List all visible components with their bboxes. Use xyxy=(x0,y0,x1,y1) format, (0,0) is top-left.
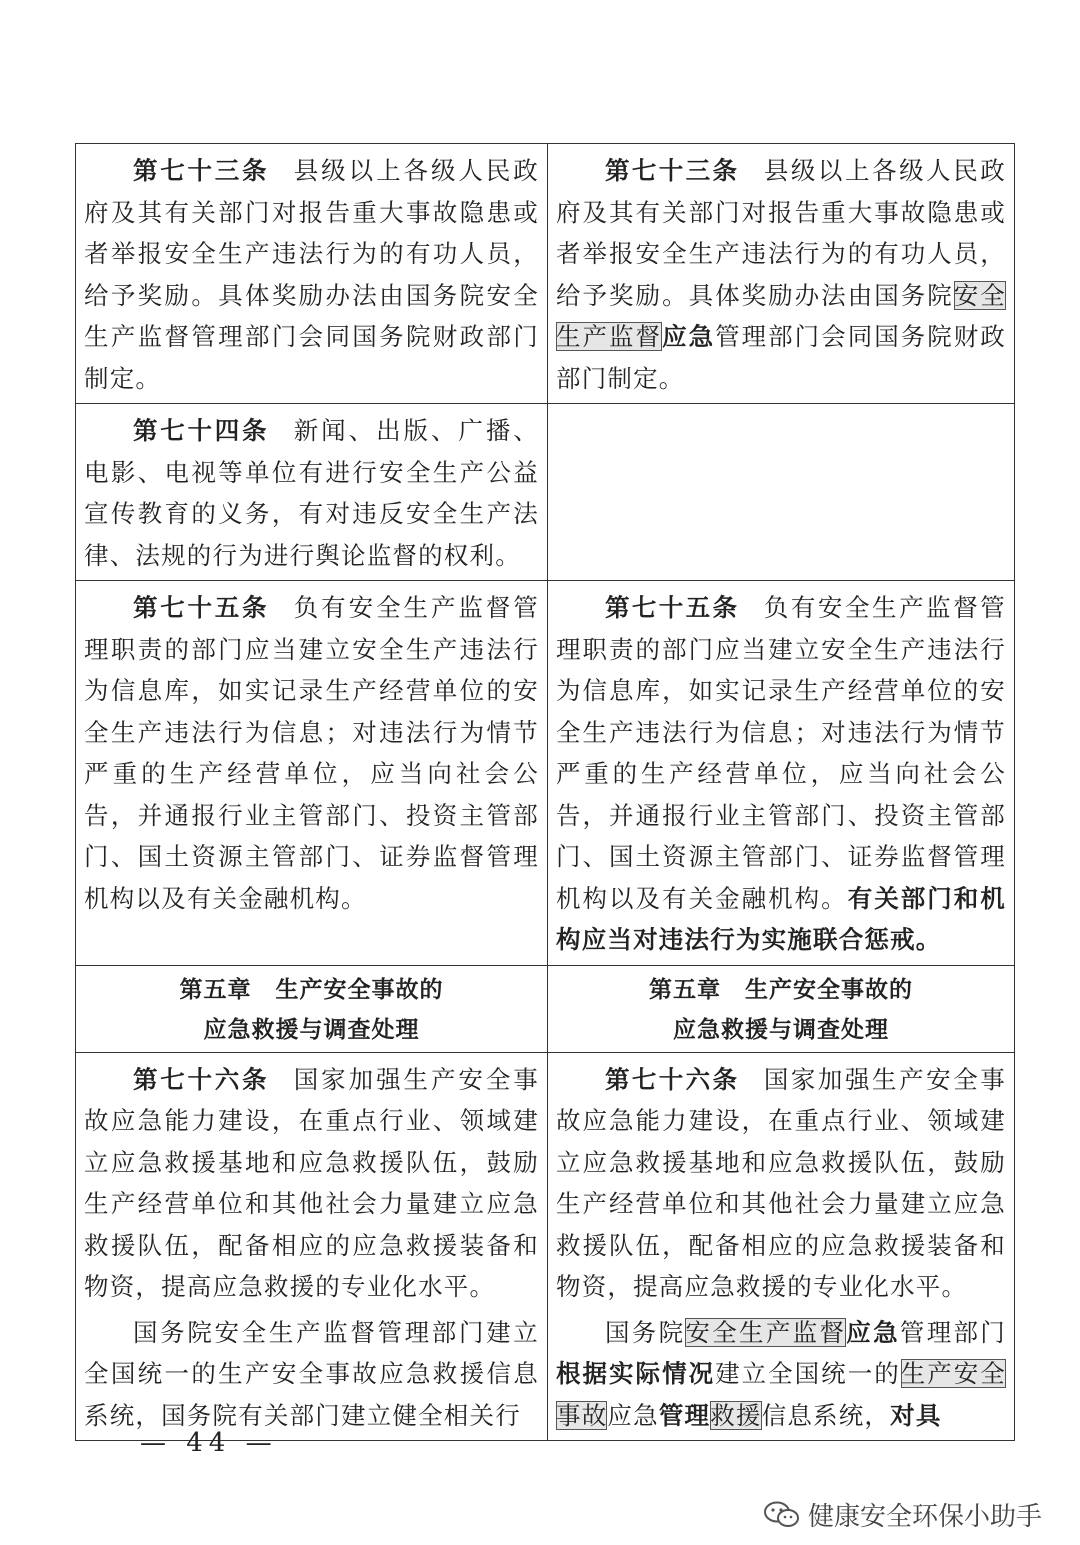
body-text: 县级以上各级人民政府及其有关部门对报告重大事故隐患或者举报安全生产违法行为的有功人员，给予奖励。具体奖励办法由国务院安全生产监督管理部门会同国务院财政部门制定。 xyxy=(84,156,539,393)
left-cell xyxy=(76,581,548,966)
added-text: 有关部门和机构应当对违法行为实施联合惩戒。 xyxy=(556,883,1006,954)
article-number: 第七十五条 xyxy=(605,593,740,622)
chapter-line1: 第五章 生产安全事故的 xyxy=(179,976,444,1003)
body-text: 负有安全生产监督管理职责的部门应当建立安全生产违法行为信息库，如实记录生产经营单位的安全生产违法行为信息；对违法行为情节严重的生产经营单位，应当向社会公告，并通报行业主管部门、投资主管部门、国土资源主管部门、证券监督管理机构以及有关金融机构。 xyxy=(556,593,1006,913)
article-paragraph xyxy=(84,150,539,399)
chapter-heading-left xyxy=(76,965,548,1052)
wechat-icon xyxy=(762,1500,802,1530)
deleted-text: 救援 xyxy=(710,1400,762,1430)
body-text: 负有安全生产监督管理职责的部门应当建立安全生产违法行为信息库，如实记录生产经营单位的安全生产违法行为信息；对违法行为情节严重的生产经营单位，应当向社会公告，并通报行业主管部门、投资主管部门、国土资源主管部门、证券监督管理机构以及有关金融机构。 xyxy=(84,593,539,913)
body-text: 新闻、出版、广播、电影、电视等单位有进行安全生产公益宣传教育的义务，有对违反安全生产法律、法规的行为进行舆论监督的权利。 xyxy=(84,416,539,570)
table-row xyxy=(76,1052,1015,1441)
left-cell xyxy=(76,404,548,581)
article-paragraph xyxy=(84,1059,539,1308)
table-row xyxy=(76,404,1015,581)
body-text: 建立全国统一的 xyxy=(715,1359,901,1388)
watermark xyxy=(762,1496,1042,1533)
article-paragraph xyxy=(84,587,539,919)
chapter-row xyxy=(76,965,1015,1052)
article-number: 第七十六条 xyxy=(605,1064,740,1094)
article-number: 第七十三条 xyxy=(605,156,740,185)
body-text: 国务院安全生产监督管理部门建立全国统一的生产安全事故应急救援信息系统，国务院有关部门建立健全相关行 xyxy=(84,1317,539,1430)
body-text: 管理部门会同国务院财政部门制定。 xyxy=(556,322,1006,393)
left-cell xyxy=(76,144,548,404)
body-text: 国家加强生产安全事故应急能力建设，在重点行业、领域建立应急救援基地和应急救援队伍，鼓励生产经营单位和其他社会力量建立应急救援队伍，配备相应的应急救援装备和物资，提高应急救援的专业化水平。 xyxy=(84,1064,539,1301)
article-number: 第七十六条 xyxy=(133,1064,270,1094)
added-text: 根据实际情况 xyxy=(556,1359,716,1388)
body-text: 管理部门 xyxy=(899,1317,1007,1347)
table-row xyxy=(76,144,1015,404)
article-paragraph xyxy=(556,587,1006,961)
deleted-text: 生产安全事故 xyxy=(556,1359,1006,1430)
chapter-line2: 应急救援与调查处理 xyxy=(203,1016,420,1043)
added-text: 应急 xyxy=(846,1317,900,1347)
article-number: 第七十三条 xyxy=(133,156,270,185)
deleted-text: 安全生产监督 xyxy=(685,1317,847,1347)
added-text: 对具 xyxy=(890,1400,942,1430)
body-text: 应急 xyxy=(607,1400,659,1430)
article-paragraph xyxy=(556,1312,1006,1437)
chapter-heading-right xyxy=(548,965,1015,1052)
article-number: 第七十四条 xyxy=(133,416,270,445)
body-text: 国务院 xyxy=(605,1317,686,1347)
article-paragraph xyxy=(556,1059,1006,1308)
body-text: 国家加强生产安全事故应急能力建设，在重点行业、领域建立应急救援基地和应急救援队伍，鼓励生产经营单位和其他社会力量建立应急救援队伍，配备相应的应急救援装备和物资，提高应急救援的专业化水平。 xyxy=(556,1064,1006,1301)
right-cell xyxy=(548,144,1015,404)
body-text: 信息系统， xyxy=(761,1400,891,1430)
article-number: 第七十五条 xyxy=(133,593,270,622)
comparison-table xyxy=(75,143,1015,1441)
article-paragraph xyxy=(84,1312,539,1437)
added-text: 应急 xyxy=(662,322,716,351)
page-number: — 44 — xyxy=(140,1428,278,1458)
watermark-text: 健康安全环保小助手 xyxy=(807,1502,1042,1532)
body-text: 县级以上各级人民政府及其有关部门对报告重大事故隐患或者举报安全生产违法行为的有功人员，给予奖励。具体奖励办法由国务院 xyxy=(556,156,1006,310)
article-paragraph xyxy=(556,150,1006,399)
table-row xyxy=(76,581,1015,966)
right-cell xyxy=(548,581,1015,966)
chapter-line1: 第五章 生产安全事故的 xyxy=(649,976,913,1003)
article-paragraph xyxy=(84,410,539,576)
deleted-text: 安全生产监督 xyxy=(556,280,1006,351)
chapter-line2: 应急救援与调查处理 xyxy=(673,1016,889,1043)
added-text: 管理 xyxy=(658,1400,711,1430)
right-cell xyxy=(548,1052,1015,1441)
right-cell-empty xyxy=(548,404,1015,581)
left-cell xyxy=(76,1052,548,1441)
